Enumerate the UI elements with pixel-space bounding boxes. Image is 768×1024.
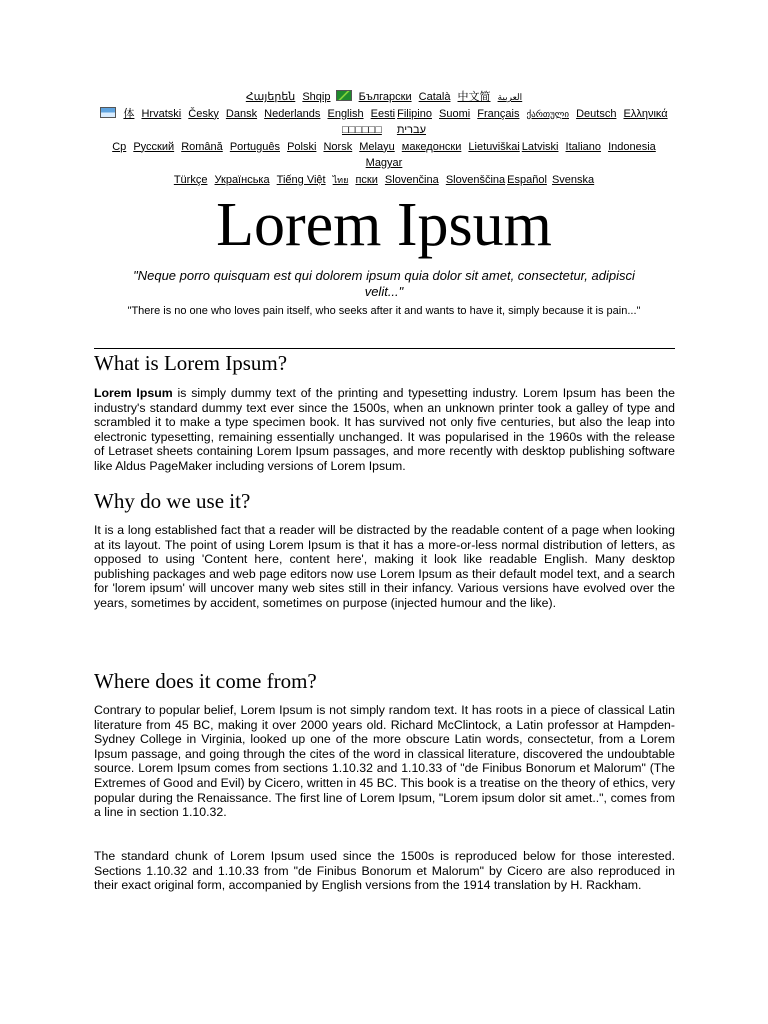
lang-link-estonian[interactable]: Eesti — [370, 107, 396, 120]
paragraph-what-is-lorem-ipsum — [94, 386, 675, 474]
lang-link-serbian-partial-2[interactable]: пски — [355, 173, 378, 186]
heading-what-is-lorem-ipsum: What is Lorem Ipsum? — [94, 351, 288, 375]
lang-link-french[interactable]: Français — [477, 107, 520, 120]
page-title: Lorem Ipsum — [216, 191, 552, 259]
language-links — [94, 89, 674, 188]
lang-link-filipino[interactable]: Filipino — [397, 107, 432, 120]
lang-link-slovenian[interactable]: Slovenščina — [445, 173, 506, 186]
lang-link-hebrew[interactable]: עברית — [396, 124, 427, 136]
lang-link-ukrainian[interactable]: Українська — [214, 173, 270, 186]
heading-where-from: Where does it come from? — [94, 669, 317, 693]
language-row-2 — [94, 106, 674, 123]
heading-why-use-it: Why do we use it? — [94, 489, 251, 513]
lang-link-indonesian[interactable]: Indonesia — [608, 140, 656, 153]
flag-icon — [336, 90, 352, 101]
lang-link-dutch[interactable]: Nederlands — [264, 107, 321, 120]
lang-link-swedish[interactable]: Svenska — [551, 173, 595, 186]
language-row-1 — [94, 89, 674, 106]
lang-link-thai[interactable]: ไทย — [332, 174, 349, 185]
paragraph-where-from-2: The standard chunk of Lorem Ipsum used since the 1500s is reproduced below for those interested. Sections 1.10.32 and 1.10.33 from "de Finibus Bonorum et Malorum" by Cicero are also reproduced in their exact original form, accompanied by English versions from the 1914 translation by H. Rackham. — [94, 849, 675, 893]
lang-link-danish[interactable]: Dansk — [225, 107, 258, 120]
english-quote: "There is no one who loves pain itself, who seeks after it and wants to have it, simply because it is pain..." — [127, 305, 641, 317]
language-row-5 — [94, 172, 674, 189]
lang-link-italian[interactable]: Italiano — [565, 140, 602, 153]
lang-link-albanian[interactable]: Shqip — [302, 91, 331, 103]
paragraph-where-from-1: Contrary to popular belief, Lorem Ipsum is not simply random text. It has roots in a piece of classical Latin literature from 45 BC, making it over 2000 years old. Richard McClintock, a Latin professor at Hampden-Sydney College in Virginia, looked up one of the more obscure Latin words, consectetur, from a Lorem Ipsum passage, and going through the cites of the word in classical literature, discovered the undoubtable source. Lorem Ipsum comes from sections 1.10.32 and 1.10.33 of "de Finibus Bonorum et Malorum" (The Extremes of Good and Evil) by Cicero, written in 45 BC. This book is a treatise on the theory of ethics, very popular during the Renaissance. The first line of Lorem Ipsum, "Lorem ipsum dolor sit amet..", comes from a line in section 1.10.32. — [94, 703, 675, 820]
lang-link-portuguese[interactable]: Português — [229, 140, 280, 153]
language-row-3 — [94, 122, 674, 139]
lang-link-finnish[interactable]: Suomi — [439, 107, 471, 120]
lang-link-german[interactable]: Deutsch — [576, 107, 617, 120]
lang-link-chinese-traditional[interactable]: 体 — [123, 107, 135, 120]
lang-link-chinese[interactable]: 中文简 — [457, 91, 491, 103]
lang-link-latvian[interactable]: Latviski — [521, 140, 559, 153]
lang-link-serbian-partial[interactable]: Ср — [112, 140, 127, 153]
lang-link-armenian[interactable]: Հայերեն — [245, 91, 296, 103]
paragraph-text: is simply dummy text of the printing and typesetting industry. Lorem Ipsum has been the industry's standard dummy text ever since the 1500s, when an unknown printer took a galley of type and scrambled it to make a type specimen book. It has survived not only five centuries, but also the leap into electronic typesetting, remaining essentially unchanged. It was popularised in the 1960s with the release of Letraset sheets containing Lorem Ipsum passages, and more recently with desktop publishing software like Aldus PageMaker including versions of Lorem Ipsum. — [94, 386, 675, 473]
lang-link-turkish[interactable]: Türkçe — [173, 173, 208, 186]
lang-link-hungarian[interactable]: Magyar — [365, 157, 403, 169]
lang-link-spanish[interactable]: Español — [507, 173, 547, 186]
divider — [94, 348, 675, 349]
language-row-4 — [94, 139, 674, 172]
lang-link-czech[interactable]: Česky — [188, 107, 219, 120]
paragraph-why-use-it: It is a long established fact that a reader will be distracted by the readable content of a page when looking at its layout. The point of using Lorem Ipsum is that it has a more-or-less normal distribution of letters, as opposed to using 'Content here, content here', making it look like readable English. Many desktop publishing packages and web page editors now use Lorem Ipsum as their default model text, and a search for 'lorem ipsum' will uncover many web sites still in their infancy. Various versions have evolved over the years, sometimes by accident, sometimes on purpose (injected humour and the like). — [94, 523, 675, 610]
lang-link-russian[interactable]: Русский — [133, 140, 175, 153]
lang-link-macedonian[interactable]: македонски — [401, 140, 462, 153]
latin-quote: "Neque porro quisquam est qui dolorem ipsum quia dolor sit amet, consectetur, adipisci velit..." — [133, 268, 635, 299]
lang-link-vietnamese[interactable]: Tiếng Việt — [276, 173, 326, 186]
lang-link-slovak[interactable]: Slovenčina — [384, 173, 439, 186]
lang-link-greek[interactable]: Ελληνικά — [623, 107, 668, 120]
lang-link-catalan[interactable]: Català — [418, 91, 451, 103]
lang-link-english[interactable]: English — [327, 107, 364, 120]
flag-icon — [100, 107, 116, 118]
lang-link-croatian[interactable]: Hrvatski — [141, 107, 182, 120]
lang-link-norwegian[interactable]: Norsk — [323, 140, 353, 153]
lang-link-lithuanian[interactable]: Lietuviškai — [468, 140, 520, 153]
lang-link-georgian[interactable]: ქართული — [526, 108, 570, 119]
lang-link-polish[interactable]: Polski — [287, 140, 317, 153]
lead-term: Lorem Ipsum — [94, 386, 173, 400]
lang-link-romanian[interactable]: Română — [181, 140, 223, 153]
lang-link-unrendered[interactable]: □□□□□□ — [341, 124, 382, 136]
lang-link-bulgarian[interactable]: Български — [358, 91, 412, 103]
lang-link-arabic[interactable]: العربية — [497, 92, 523, 102]
lang-link-malay[interactable]: Melayu — [359, 140, 395, 153]
